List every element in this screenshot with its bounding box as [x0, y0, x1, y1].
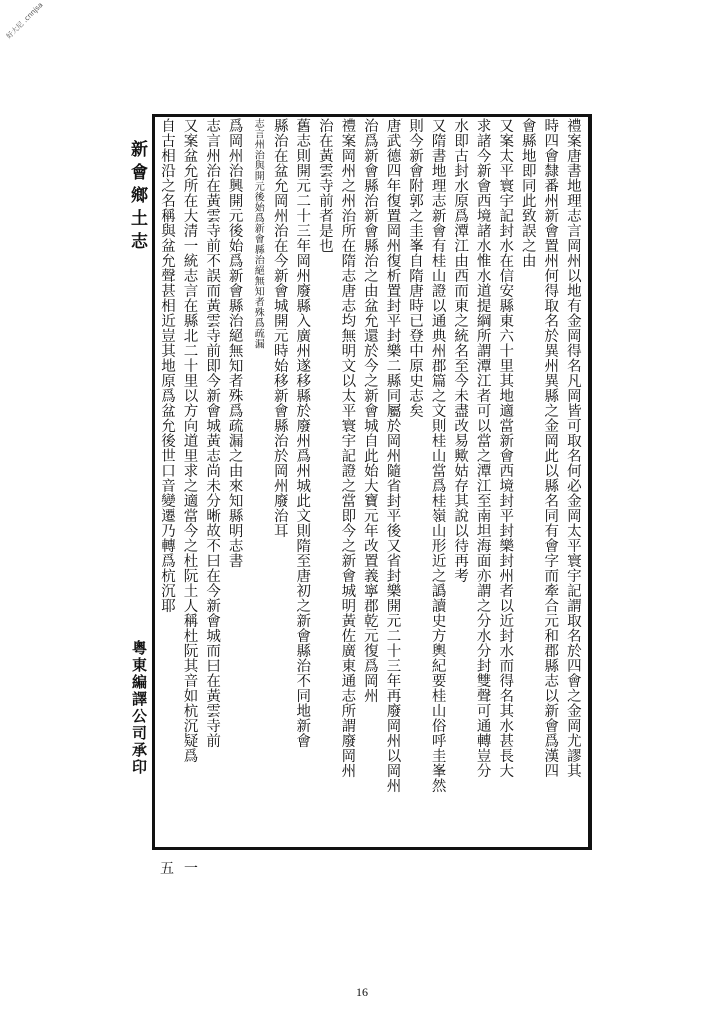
border-inner-line [588, 114, 589, 850]
text-column: 自古相沿之名稱與盆允聲甚相近豈其地原爲盆允後世口音變遷乃轉爲杭沉耶 [159, 118, 175, 613]
text-column: 爲岡州治興開元後始爲新會縣治絕無知者殊爲疏漏之由來知縣明志書 [226, 118, 243, 568]
text-column: 水即古封水原爲潭江由西而東之統名至今未盡改易歟姑存其說以待再考 [452, 118, 469, 583]
text-column: 縣治在盆允岡州治在今新會城開元時始移新會縣治於岡州廢治耳 [271, 118, 288, 538]
text-column: 又隋書地理志新會有桂山證以通典州郡篇之文則桂山當爲桂嶺山形近之譌讀史方輿紀要桂山俗呼圭峯然 [429, 118, 446, 793]
book-title: 新會鄉土志 [127, 140, 147, 255]
text-column: 則今新會附郭之圭峯自隋唐時已登中原史志矣 [407, 118, 424, 418]
watermark-stamp [3, 0, 79, 75]
chinese-page-number: 五一 [160, 861, 208, 877]
text-column: 治爲新會縣治新會縣治之由盆允還於今之新會城自此始大寶元年改置義寧郡乾元復爲岡州 [361, 118, 378, 703]
footer-page-number: 16 [356, 985, 368, 999]
text-column: 舊志則開元二十三年岡州廢縣入廣州遂移縣於廢州爲州城此文則隋至唐初之新會縣治不同地新會 [294, 118, 311, 748]
text-column: 治在黃雲寺前者是也 [316, 118, 333, 253]
text-column: 禮案唐書地理志言岡州以地有金岡得名凡岡皆可取名何必金岡太平寰宇記謂取名於四會之金岡尤謬其 [564, 118, 581, 778]
text-column-annotation: 志言州治與開元後始爲新會縣治絕無知者殊爲疏漏 [252, 118, 264, 349]
text-column: 禮案岡州之州治所在隋志唐志均無明文以太平寰宇記證之當即今之新會城明黃佐廣東通志所謂廢岡州 [339, 118, 356, 778]
text-column: 時四會隸番州新會置州何得取名於異州異縣之金岡此以縣名同有會字而牽合元和郡縣志以新會爲漢四 [542, 118, 559, 778]
text-column: 求諸今新會西境諸水惟水道提綱所謂潭江者可以當之潭江至南坦海面亦謂之分水分封雙聲可通轉豈分 [474, 118, 491, 778]
watermark-text: 好大尼 .cnnjsa [4, 0, 45, 41]
text-column: 志言州治在黃雲寺前不誤而黃雲寺前即今新會城黃志尚未分晰故不曰在今新會城而曰在黃雲寺前 [204, 118, 221, 748]
text-column: 會縣地即同此致誤之由 [519, 118, 536, 268]
main-text-body [156, 118, 584, 846]
text-column: 又案太平寰宇記封水在信安縣東六十里其地適當新會西境封平封樂封州者以近封水而得名其水甚長大 [497, 118, 514, 778]
publisher-label: 粵東編譯公司承印 [130, 640, 148, 776]
text-column: 唐武德四年復置岡州復析置封平封樂二縣同屬於岡州隨省封平後又省封樂開元二十三年再廢岡州以岡州 [384, 118, 401, 793]
text-column: 又案盆允所在大清一統志言在縣北二十里以方向道里求之適當今之杜阮土人稱杜阮其音如杭沉疑爲 [181, 118, 198, 763]
